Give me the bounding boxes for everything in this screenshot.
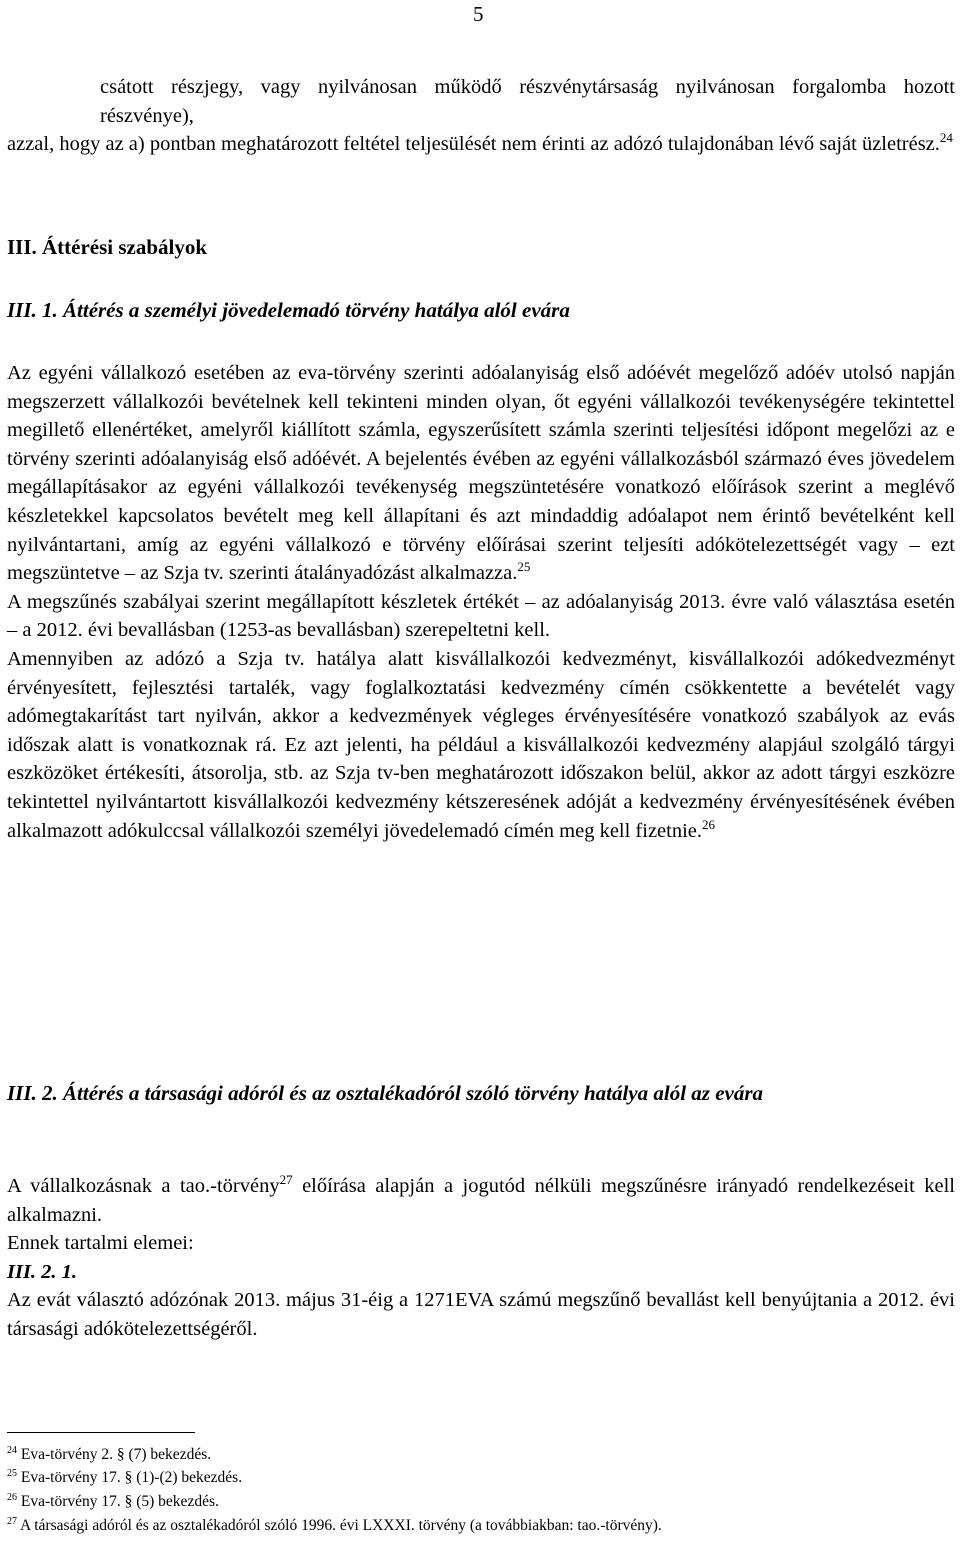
subsection-2-paragraph-2: Ennek tartalmi elemei:	[7, 1232, 194, 1255]
section-title: III. Áttérési szabályok	[7, 235, 208, 259]
footnote-text: A társasági adóról és az osztalékadóról szóló 1996. évi LXXXI. törvény (a továbbiakban: tao.-törvény).	[17, 1517, 662, 1534]
footnote-text: Eva-törvény 2. § (7) bekezdés.	[17, 1446, 212, 1463]
footnote-number: 24	[7, 1444, 17, 1456]
footnote-25	[7, 1469, 242, 1487]
continuation-paragraph-2	[7, 130, 955, 159]
footnote-24	[7, 1446, 211, 1464]
footnote-ref-27: 27	[279, 1172, 293, 1188]
footnote-27	[7, 1517, 662, 1535]
footnote-ref-24: 24	[939, 130, 953, 146]
paragraph-text: Az egyéni vállalkozó esetében az eva-törvény szerinti adóalanyiság első adóévét megelőző adóév utolsó napján megszerzett vállalkozói bevételnek kell tekinteni minden olyan, őt egyéni vállalkozói tevékenységére tekintettel megillető ellenértéket, amelyről kiállított számla, egyszerűsített számla szerinti teljesítési időpont megelőzi az e törvény szerinti adóalanyiság első adóévét. A bejelentés évében az egyéni vállalkozásból származó éves jövedelem megállapításakor az egyéni vállalkozói tevékenység megszüntetésére vonatkozó előírások szerint a meglévő készletekkel kapcsolatos bevételt meg kell állapítani és azt mindaddig adóalapot nem érintő bevételként kell nyilvántartani, amíg az egyéni vállalkozó e törvény előírásai szerint teljesíti adókötelezettségét vagy – ezt megszüntetve – az Szja tv. szerinti átalányadózást alkalmazza.	[7, 362, 955, 585]
continuation-paragraph-1: csátott részjegy, vagy nyilvánosan működő részvénytársaság nyilvánosan forgalomba hozott részvénye),	[100, 76, 955, 127]
subsection-2-title: III. 2. Áttérés a társasági adóról és az osztalékadóról szóló törvény hatálya alól az evára	[7, 1081, 764, 1105]
footnote-text: Eva-törvény 17. § (1)-(2) bekezdés.	[17, 1469, 243, 1486]
paragraph-text: előírása alapján a jogutód nélküli megszűnésre irányadó rendelkezéseit kell alkalmazni.	[7, 1175, 955, 1226]
subsection-1-body	[7, 359, 955, 845]
page-number: 5	[473, 2, 484, 26]
footnote-ref-26: 26	[702, 816, 716, 832]
paragraph-text: A vállalkozásnak a tao.-törvény	[7, 1175, 280, 1197]
paragraph-text: Amennyiben az adózó a Szja tv. hatálya alatt kisvállalkozói kedvezményt, kisvállalkozói adókedvezményt érvényesített, fejlesztési tartalék, vagy foglalkoztatási kedvezmény címén csökkentette a bevételét vagy adómegtakarítást tart nyilván, akkor a kedvezmények végleges érvényesítésére vonatkozó szabályok az evás időszak alatt is vonatkoznak rá. Ez azt jelenti, ha például a kisvállalkozói kedvezmény alapjául szolgáló tárgyi eszközöket értékesíti, átsorolja, stb. az Szja tv-ben meghatározott időszakon belül, akkor az adott tárgyi eszközre tekintettel nyilvántartott kisvállalkozói kedvezmény kétszeresének adóját a kedvezmény érvényesítésének évében alkalmazott adókulccsal vállalkozói személyi jövedelemadó címén meg kell fizetnie.	[7, 647, 955, 842]
subsection-2-body	[7, 1172, 955, 1344]
footnote-text: Eva-törvény 17. § (5) bekezdés.	[17, 1493, 219, 1510]
subsection-2-1-title: III. 2. 1.	[7, 1260, 78, 1283]
subsection-1-paragraph-2: A megszűnés szabályai szerint megállapított készletek értékét – az adóalanyiság 2013. évre való választása esetén – a 2012. évi bevallásban (1253-as bevallásban) szerepeltetni kell.	[7, 590, 955, 642]
footnote-ref-25: 25	[517, 559, 531, 575]
footnote-number: 27	[7, 1515, 17, 1527]
footnote-divider	[7, 1432, 195, 1433]
continuation-text: azzal, hogy az a) pontban meghatározott feltétel teljesülését nem érinti az adózó tulajdonában lévő saját üzletrész.	[7, 133, 940, 155]
footnote-26	[7, 1493, 219, 1511]
subsection-1-paragraph-1	[7, 359, 955, 588]
subsection-2-paragraph-1	[7, 1172, 955, 1229]
subsection-1-paragraph-3	[7, 645, 955, 845]
footnote-number: 26	[7, 1491, 17, 1503]
subsection-2-paragraph-3: Az evát választó adózónak 2013. május 31-éig a 1271EVA számú megszűnő bevallást kell benyújtania a 2012. évi társasági adókötelezettségéről.	[7, 1289, 955, 1340]
subsection-1-title: III. 1. Áttérés a személyi jövedelemadó törvény hatálya alól evára	[7, 298, 570, 322]
footnote-number: 25	[7, 1467, 17, 1479]
